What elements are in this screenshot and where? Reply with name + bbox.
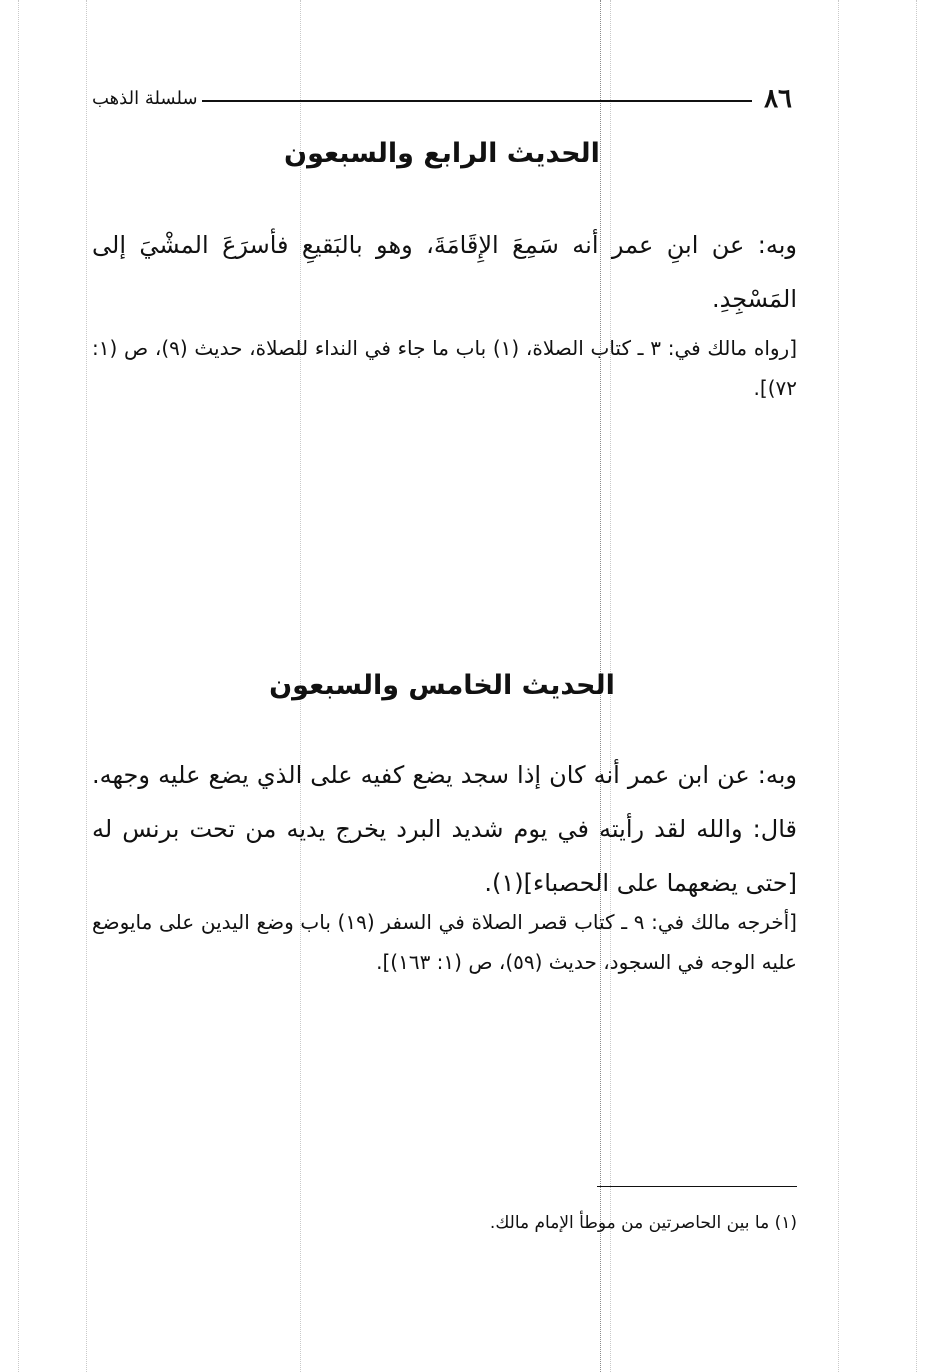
footnote-rule bbox=[597, 1186, 797, 1187]
hadith-75-text: وبه: عن ابن عمر أنه كان إذا سجد يضع كفيه على الذي يضع عليه وجهه. قال: والله لقد رأيته في يوم شديد البرد يخرج يديه من تحت برنس له [حتى يضعهما على الحصباء](١). bbox=[92, 761, 797, 897]
scan-artifact-line bbox=[838, 0, 839, 1372]
hadith-74-text: وبه: عن ابنِ عمر أنه سَمِعَ الإِقَامَةَ، وهو بالبَقيعِ فأسرَعَ المشْيَ إلى المَسْجِدِ. bbox=[92, 231, 797, 313]
scan-artifact-line bbox=[916, 0, 917, 1372]
page-header bbox=[92, 82, 792, 116]
footnote: (١) ما بين الحاصرتين من موطأ الإمام مالك. bbox=[489, 1213, 797, 1233]
hadith-75-reference: [أخرجه مالك في: ٩ ـ كتاب قصر الصلاة في السفر (١٩) باب وضع اليدين على مايوضع عليه الوجه في السجود، حديث (٥٩)، ص (١: ١٦٣)]. bbox=[92, 910, 797, 974]
scan-artifact-line bbox=[18, 0, 19, 1372]
scan-artifact-line bbox=[86, 0, 87, 1372]
running-title: سلسلة الذهب bbox=[92, 88, 198, 109]
hadith-74-title: الحديث الرابع والسبعون bbox=[284, 138, 600, 169]
hadith-74-reference: [رواه مالك في: ٣ ـ كتاب الصلاة، (١) باب ما جاء في النداء للصلاة، حديث (٩)، ص (١: ٧٢)]. bbox=[92, 336, 797, 400]
hadith-75-title: الحديث الخامس والسبعون bbox=[269, 670, 615, 701]
page-number: ٨٦ bbox=[764, 84, 792, 114]
header-rule bbox=[202, 100, 752, 102]
